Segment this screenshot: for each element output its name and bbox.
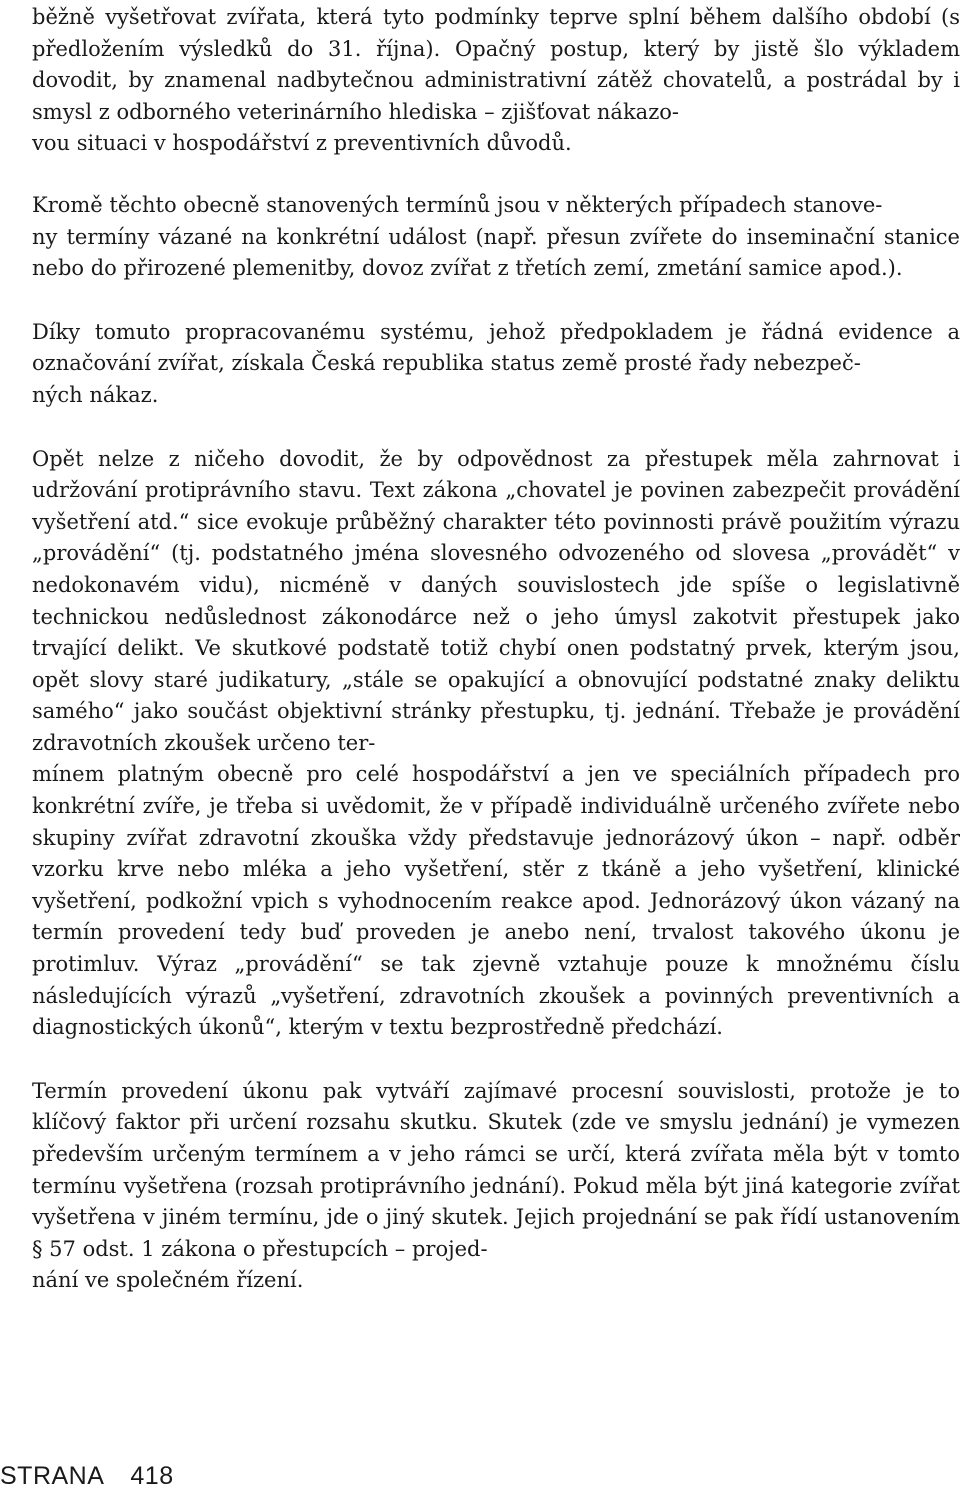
paragraph-4: Opět nelze z ničeho dovodit, že by odpovědnost za přestupek měla zahrnovat i udržování protiprávního stavu. Text zákona „chovatel je povinen zabezpečit provádění vyšetření atd.“ sice evokuje průběžný charakter této povinnosti právě použitím výrazu „provádění“ (tj. podstatného jména slovesného odvozeného od slovesa „provádět“ v nedokonavém vidu), nicméně v daných souvislostech jde spíše o legislativně technickou nedůslednost zákonodárce než o jeho úmysl zakotvit přestupek jako trvající delikt. Ve skutkové podstatě totiž chybí onen podstatný prvek, kterým jsou, opět slovy staré judikatury, „stále se opakující a obnovující podstatné znaky deliktu samého“ jako součást objektivní stránky přestupku, tj. jednání. Třebaže je provádění zdravotních zkoušek určeno ter- mínem platným obecně pro celé hospodářství a jen ve speciálních případech pro konkrétní zvíře, je třeba si uvědomit, že v případě individuálně určeného zvířete nebo skupiny zvířat zdravotní zkouška vždy představuje jednorázový úkon – např. odběr vzorku krve nebo mléka a jeho vyšetření, stěr z tkáně a jeho vyšetření, klinické vyšetření, podkožní vpich s vyhodnocením reakce apod. Jednorázový úkon vázaný na termín provedení tedy buď proveden je anebo není, trvalost takového úkonu je protimluv. Výraz „provádění“ se tak zjevně vztahuje pouze k množnému číslu následujících výrazů „vyšetření, zdravotních zkoušek a povinných preventivních a diagnostických úkonů“, kterým v textu bezprostředně předchází. (32, 446, 960, 1040)
page-footer (0, 1462, 174, 1491)
page-number: 418 (130, 1462, 174, 1490)
document-body (32, 2, 960, 1329)
paragraph-5: Termín provedení úkonu pak vytváří zajímavé procesní souvislosti, protože je to klíčový faktor při určení rozsahu skutku. Skutek (zde ve smyslu jednání) je vymezen především určeným termínem a v jeho rámci se určí, která zvířata měla být v tomto termínu vyšetřena (rozsah protiprávního jednání). Pokud měla být jiná kategorie zvířat vyšetřena v jiném termínu, jde o jiný skutek. Jejich projednání se pak řídí ustanovením § 57 odst. 1 zákona o přestupcích – projed- nání ve společném řízení. (32, 1078, 960, 1293)
paragraph-1: běžně vyšetřovat zvířata, která tyto podmínky teprve splní během dalšího období (s předložením výsledků do 31. října). Opačný postup, který by jistě šlo výkladem dovodit, by znamenal nadbytečnou administrativní zátěž chovatelů, a postrádal by i smysl z odborného veterinárního hlediska – zjišťovat nákazo- vou situaci v hospodářství z preventivních důvodů. (32, 5, 960, 156)
page-label: STRANA (0, 1462, 105, 1490)
paragraph-2: Kromě těchto obecně stanovených termínů jsou v některých případech stanove- ny termíny vázané na konkrétní událost (např. přesun zvířete do inseminační stanice nebo do přirozené plemenitby, dovoz zvířat z třetích zemí, zmetání samice apod.). (32, 192, 960, 281)
paragraph-3: Díky tomuto propracovanému systému, jehož předpokladem je řádná evidence a označování zvířat, získala Česká republika status země prosté řady nebezpeč- ných nákaz. (32, 319, 960, 407)
